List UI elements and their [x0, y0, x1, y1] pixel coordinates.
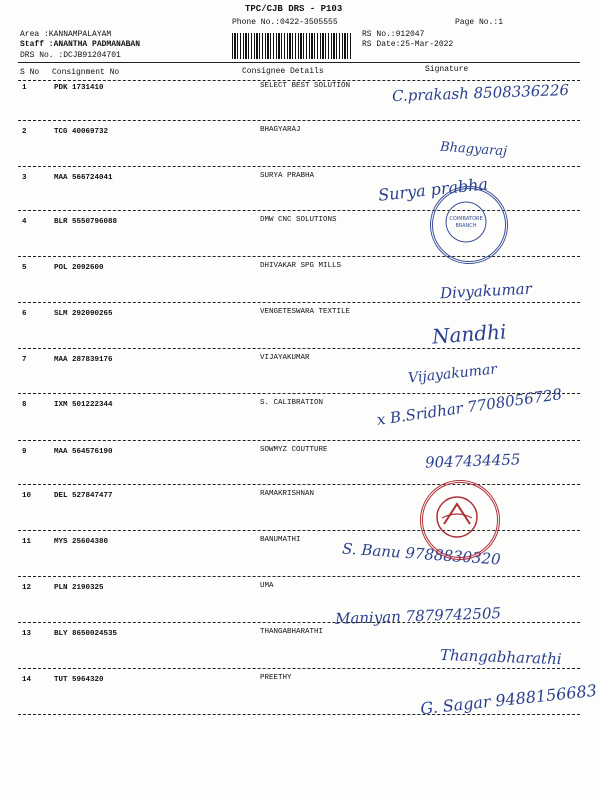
- row-consignee: VENGETESWARA TEXTILE: [260, 308, 351, 316]
- row-divider: [18, 348, 580, 349]
- row-consignment: BLR 5550796088: [54, 218, 118, 226]
- row-signature: Thangabharathi: [439, 645, 562, 669]
- row-sno: 5: [22, 264, 27, 272]
- col-consignment: Consignment No: [52, 68, 120, 77]
- row-sno: 3: [22, 174, 27, 182]
- company-stamp-red: [420, 480, 500, 560]
- page-number: Page No.:1: [455, 18, 504, 27]
- row-consignee: PREETHY: [260, 674, 292, 682]
- rs-number: RS No.:912047: [362, 30, 425, 39]
- row-signature: Divyakumar: [439, 279, 533, 303]
- row-divider: [18, 622, 580, 623]
- row-divider: [18, 668, 580, 669]
- row-consignment: POL 2092600: [54, 264, 104, 272]
- row-signature: Nandhi: [431, 319, 508, 349]
- row-consignment: TCG 40069732: [54, 128, 109, 136]
- row-consignee: BANUMATHI: [260, 536, 301, 544]
- staff-field: Staff :ANANTHA PADMANABAN: [20, 40, 141, 49]
- row-consignment: PDK 1731410: [54, 84, 104, 92]
- row-sno: 10: [22, 492, 32, 500]
- svg-text:COIMBATORE: COIMBATORE: [449, 216, 483, 222]
- row-signature: 9047434455: [424, 450, 521, 472]
- row-consignee: DMW CNC SOLUTIONS: [260, 216, 337, 224]
- row-signature: Vijayakumar: [407, 361, 498, 387]
- row-sno: 8: [22, 401, 27, 409]
- row-sno: 9: [22, 448, 27, 456]
- row-divider: [18, 484, 580, 485]
- row-sno: 1: [22, 84, 27, 92]
- row-consignment: MAA 566724041: [54, 174, 113, 182]
- row-signature: Surya prabha: [377, 174, 489, 205]
- row-consignment: SLM 292090265: [54, 310, 113, 318]
- row-sno: 13: [22, 630, 32, 638]
- row-consignee: BHAGYARAJ: [260, 126, 301, 134]
- drs-number: DRS No. :DCJB91204701: [20, 51, 121, 60]
- row-divider: [18, 714, 580, 715]
- col-sno: S No: [20, 68, 40, 77]
- row-signature: S. Banu 9788830320: [341, 539, 502, 569]
- row-consignee: THANGABHARATHI: [260, 628, 324, 636]
- row-consignee: SELECT BEST SOLUTION: [260, 82, 351, 90]
- area-field: Area :KANNAMPALAYAM: [20, 30, 112, 39]
- row-divider: [18, 302, 580, 303]
- svg-text:BRANCH: BRANCH: [455, 223, 477, 229]
- row-consignment: IXM 501222344: [54, 401, 113, 409]
- row-consignee: SOWMYZ COUTTURE: [260, 446, 328, 454]
- row-sno: 4: [22, 218, 27, 226]
- row-sno: 7: [22, 356, 27, 364]
- stamp-ring-icon: [430, 186, 502, 258]
- row-consignment: BLY 8650024535: [54, 630, 118, 638]
- col-signature: Signature: [425, 65, 469, 74]
- row-consignee: DHIVAKAR SPG MILLS: [260, 262, 342, 270]
- rs-date: RS Date:25-Mar-2022: [362, 40, 454, 49]
- row-consignee: S. CALIBRATION: [260, 399, 324, 407]
- header-rule: [18, 62, 580, 63]
- row-signature: Bhagyaraj: [439, 139, 508, 160]
- row-divider: [18, 576, 580, 577]
- row-consignee: VIJAYAKUMAR: [260, 354, 310, 362]
- col-consignee: Consignee Details: [242, 67, 324, 76]
- row-sno: 6: [22, 310, 27, 318]
- phone-number: Phone No.:0422-3505555: [232, 18, 338, 27]
- row-consignee: UMA: [260, 582, 274, 590]
- row-signature: C.prakash 8508336226: [391, 80, 570, 106]
- row-signature: x B.Sridhar 7708056728: [375, 385, 564, 429]
- row-consignment: MAA 564576190: [54, 448, 113, 456]
- row-consignment: DEL 527847477: [54, 492, 113, 500]
- row-divider: [18, 440, 580, 441]
- row-sno: 14: [22, 676, 32, 684]
- row-consignee: RAMAKRISHNAN: [260, 490, 315, 498]
- column-rule: [18, 80, 580, 81]
- row-consignee: SURYA PRABHA: [260, 172, 315, 180]
- row-sno: 2: [22, 128, 27, 136]
- row-consignment: TUT 5964320: [54, 676, 104, 684]
- barcode: [232, 33, 352, 59]
- company-stamp-blue: [430, 186, 508, 264]
- row-consignment: PLN 2190325: [54, 584, 104, 592]
- row-sno: 11: [22, 538, 32, 546]
- stamp-logo-icon: [420, 480, 494, 554]
- row-divider: [18, 120, 580, 121]
- row-consignment: MAA 287839176: [54, 356, 113, 364]
- row-divider: [18, 166, 580, 167]
- document-title: TPC/CJB DRS - P103: [245, 4, 343, 14]
- row-consignment: MYS 25604380: [54, 538, 109, 546]
- row-signature: Maniyan 7879742505: [334, 604, 502, 628]
- row-sno: 12: [22, 584, 32, 592]
- row-signature: G. Sagar 9488156683: [419, 680, 598, 719]
